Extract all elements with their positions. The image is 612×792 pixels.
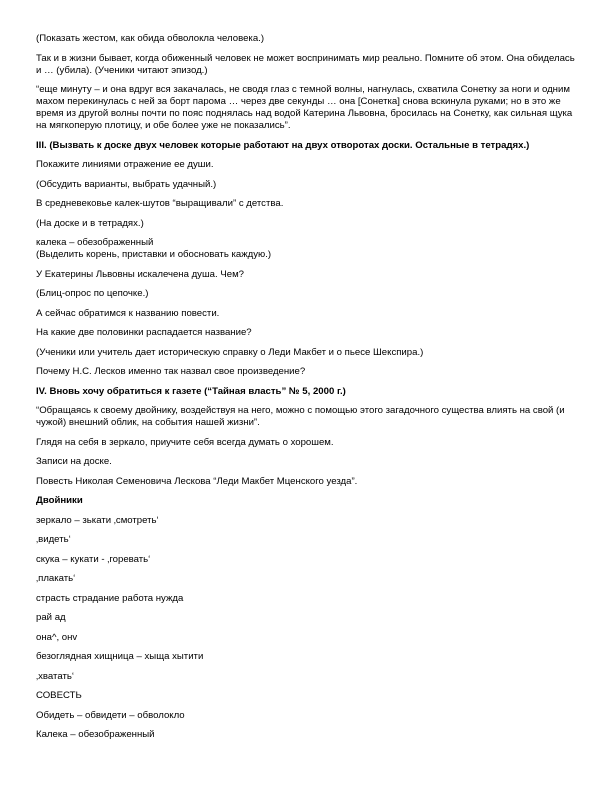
word-entry-mirror: зеркало – зькати ‚смотреть‘ [36,514,159,526]
paragraph-history: (Ученики или учитель дает историческую справку о Леди Макбет и о пьесе Шекспира.) [36,346,424,358]
word-entry-cry: ‚плакать‘ [36,573,76,584]
word-entry-paradise: рай ад [36,612,66,623]
paragraph-novella: Повесть Николая Семеновича Лескова “Леди Макбет Мценского уезда”. [36,475,358,487]
paragraph-medieval: В средневековье калек-шутов “выращивали” с детства. [36,198,284,209]
word-entry-offend: Обидеть – обвидети – обволокло [36,709,185,721]
section-heading-4: IV. Вновь хочу обратиться к газете (“Тайная власть” № 5, 2000 г.) [36,385,346,397]
paragraph-quote-episode: “еще минуту – и она вдруг вся закачалась, не сводя глаз с темной волны, нагнулась, схватила Сонетку за ноги и одним махом перекинулась с ней за борт парома … через две секунды … она [Сонетка] снова вскинула руками; но в это же время из другой волны почти по пояс поднялась над водой Катерина Львовна, бросилась на Сонетку, как сильная щука на мягкоперую плотицу, и обе более уже не показались”. [36,84,573,131]
paragraph-soul: У Екатерины Львовны искалечена душа. Чем? [36,268,245,280]
document-page [36,33,582,749]
paragraph-notes: Записи на доске. [36,456,112,467]
paragraph-discuss: (Обсудить варианты, выбрать удачный.) [36,178,217,190]
word-entry-passion: страсть страдание работа нужда [36,592,184,604]
paragraph-board: (На доске и в тетрадях.) [36,217,144,229]
paragraph-double-quote: “Обращаясь к своему двойнику, воздействуя на него, можно с помощью этого загадочного существа влиять на свой (и чужой) внешний облик, на события нашей жизни”. [36,405,565,428]
paragraph-halves: На какие две половинки распадается название? [36,327,252,338]
paragraph-mirror: Глядя на себя в зеркало, приучите себя всегда думать о хорошем. [36,436,334,448]
paragraph-life: Так и в жизни бывает, когда обиженный человек не может воспринимать мир реально. Помните об этом. Она обиделась и … (убила). (Ученики читают эпизод.) [36,52,575,76]
paragraph-title: А сейчас обратимся к названию повести. [36,307,220,319]
paragraph-gesture: (Показать жестом, как обида обволокла человека.) [36,33,265,44]
paragraph-why: Почему Н.С. Лесков именно так назвал свое произведение? [36,366,306,377]
word-entry-grab: ‚хватать‘ [36,670,74,682]
heading-doubles: Двойники [36,495,83,506]
word-entry-see: ‚видеть‘ [36,534,71,545]
section-heading-3: III. (Вызвать к доске двух человек которые работают на двух отворотах доски. Остальные в тетрадях.) [36,139,530,151]
paragraph-lines: Покажите линиями отражение ее души. [36,159,214,170]
word-entry-predator: безоглядная хищница – хыща хытити [36,651,204,662]
word-entry-cripple: Калека – обезображенный [36,729,155,740]
paragraph-blitz: (Блиц-опрос по цепочке.) [36,288,149,299]
word-entry-boredom: скука – кукати - ‚горевать‘ [36,553,151,565]
word-entry-conscience: СОВЕСТЬ [36,690,82,701]
paragraph-kaleka: калека – обезображенный (Выделить корень, приставки и обосновать каждую.) [36,237,272,260]
word-entry-she: она^, онv [36,631,78,643]
